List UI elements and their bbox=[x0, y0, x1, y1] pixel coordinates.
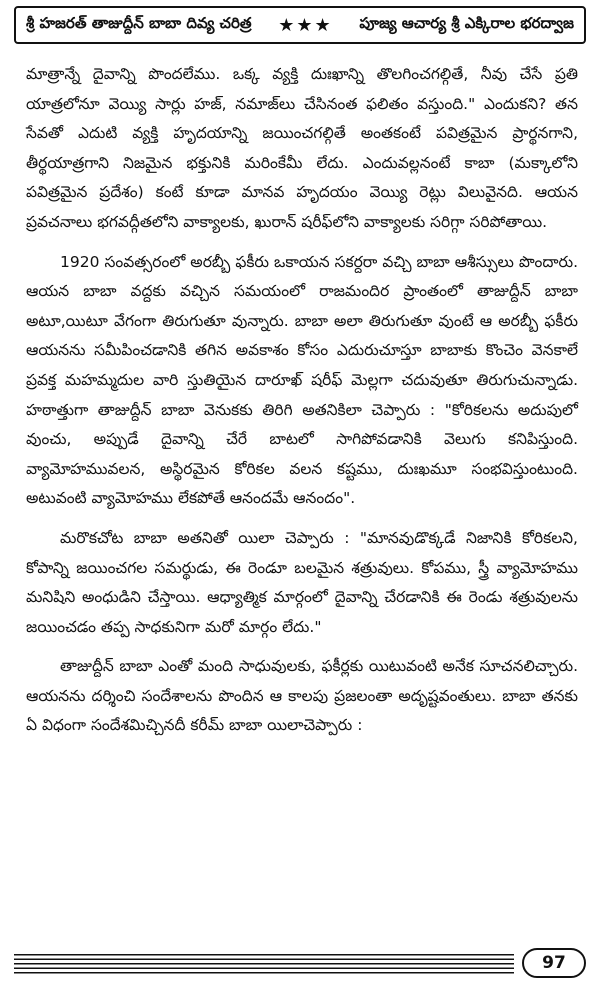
paragraph-continuation: మాత్రాన్నే దైవాన్ని పొందలేము. ఒక్క వ్యక్తి దుఃఖాన్ని తొలగించగల్గితే, నీవు చేసే ప్రతి యాత్రలోనూ వెయ్యి సార్లు హజ్, నమాజ్‌లు చేసినంత ఫలితం వస్తుంది." ఎందుకని? తన సేవతో ఎదుటి వ్యక్తి హృదయాన్ని జయించగల్గితే అంతకంటే పవిత్రమైన ప్రార్థనగాని, తీర్థయాత్రగాని నిజమైన భక్తునికి మరింకేమీ లేదు. ఎందువల్లనంటే కాబా (మక్కాలోని పవిత్రమైన ప్రదేశం) కంటే కూడా మానవ హృదయం వెయ్యి రెట్లు విలువైనది. ఆయన ప్రవచనాలు భగవద్గీతలోని వాక్యాలకు, ఖురాన్ షరీఫ్‌లోని వాక్యాలకు సరిగ్గా సరిపోతాయి. bbox=[26, 65, 578, 231]
page-body bbox=[26, 60, 578, 751]
book-title: శ్రీ హజరత్ తాజుద్దీన్ బాబా దివ్య చరిత్ర bbox=[26, 14, 252, 32]
paragraph: మరొకచోట బాబా అతనితో యిలా చెప్పారు : "మానవుడొక్కడే నిజానికి కోరికలని, కోపాన్ని జయించగల సమర్థుడు, ఈ రెండూ బలమైన శత్రువులు. కోపము, స్త్రీ వ్యామోహము మనిషిని అంధుడిని చేస్తాయి. ఆధ్యాత్మిక మార్గంలో దైవాన్ని చేరడానికి ఈ రెండు శత్రువులను జయించడం తప్ప సాధకునిగా మరో మార్గం లేదు." bbox=[26, 528, 578, 636]
page-number: 97 bbox=[522, 948, 586, 978]
page-footer bbox=[14, 946, 586, 982]
running-header bbox=[14, 6, 586, 44]
paragraph: తాజుద్దీన్ బాబా ఎంతో మంది సాధువులకు, ఫకీర్లకు యిటువంటి అనేక సూచనలిచ్చారు. ఆయనను దర్శించి సందేశాలను పొందిన ఆ కాలపు ప్రజలంతా అదృష్టవంతులు. బాబా తనకు ఏ విధంగా సందేశమిచ్చినదీ కరీమ్ బాబా యిలాచెప్పారు : bbox=[26, 657, 578, 735]
star-ornament-icon: ★★★ bbox=[278, 14, 333, 36]
author-name: పూజ్య ఆచార్య శ్రీ ఎక్కిరాల భరద్వాజ bbox=[359, 14, 574, 32]
paragraph: 1920 సంవత్సరంలో అరబ్బీ ఫకీరు ఒకాయన సకర్దరా వచ్చి బాబా ఆశీస్సులు పొందారు. ఆయన బాబా వద్దకు వచ్చిన సమయంలో రాజమందిర ప్రాంతంలో తాజుద్దీన్ బాబా అటూ,యిటూ వేగంగా తిరుగుతూ వున్నారు. బాబా అలా తిరుగుతూ వుంటే ఆ అరబ్బీ ఫకీరు ఆయనను సమీపించడానికి తగిన అవకాశం కోసం ఎదురుచూస్తూ బాబాకు కొంచెం వెనకాలే ప్రవక్త మహమ్మదుల వారి స్తుతియైన దారూఖ్ షరీఫ్ మెల్లగా చదువుతూ తిరుగుచున్నాడు. హఠాత్తుగా తాజుద్దీన్ బాబా వెనుకకు తిరిగి అతనికిలా చెప్పారు : "కోరికలను అదుపులో వుంచు, అప్పుడే దైవాన్ని చేరే బాటలో సాగిపోవడానికి వెలుగు కనిపిస్తుంది. వ్యామోహమువలన, అస్థిరమైన కోరికల వలన కష్టము, దుఃఖమూ సంభవిస్తుంటుంది. అటువంటి వ్యామోహము లేకపోతే ఆనందమే ఆనందం". bbox=[26, 252, 578, 508]
decorative-rules bbox=[14, 954, 514, 976]
